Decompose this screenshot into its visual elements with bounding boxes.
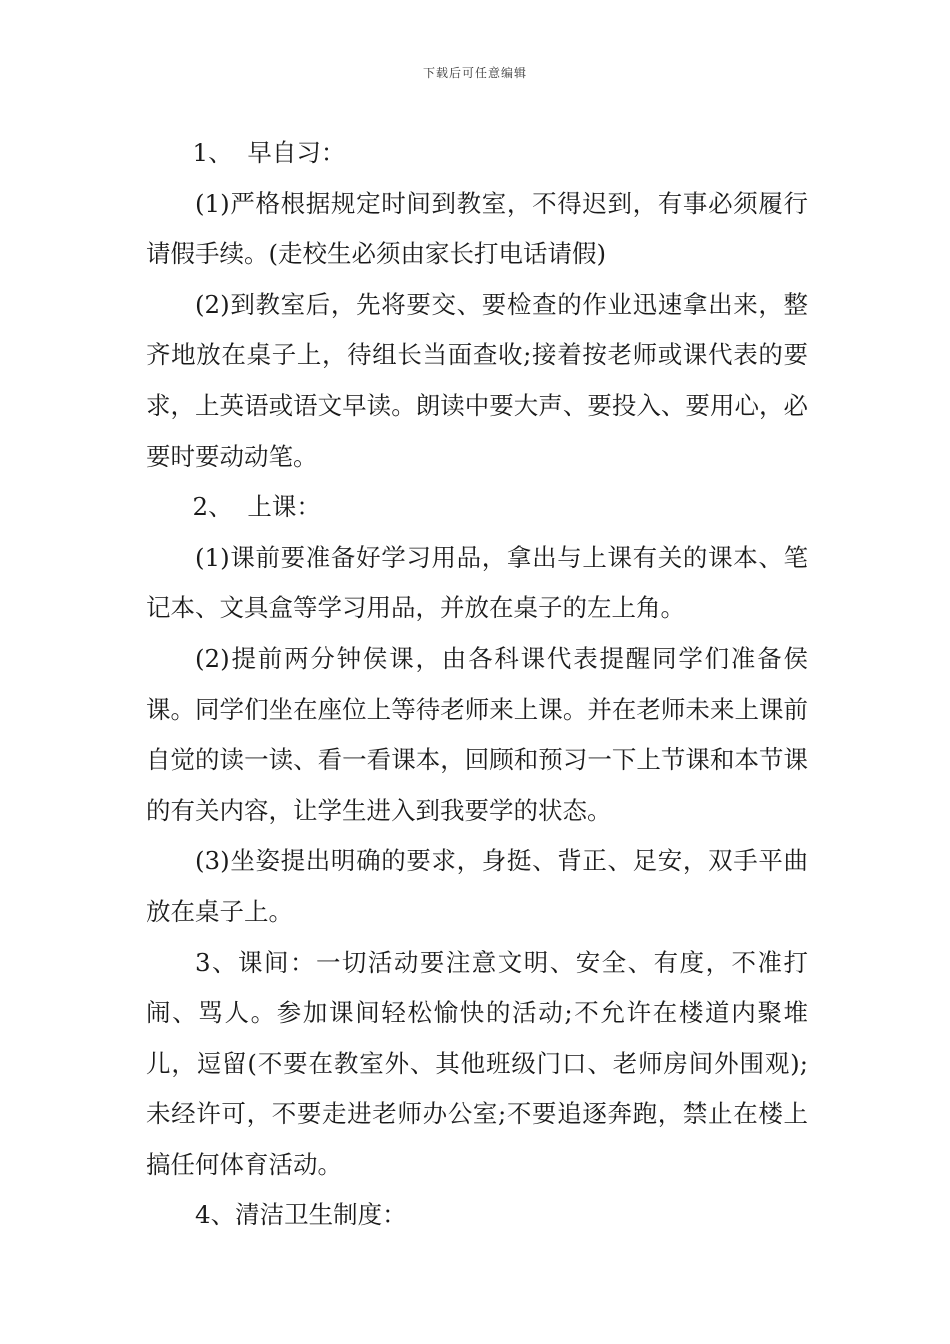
paragraph: (1)课前要准备好学习用品，拿出与上课有关的课本、笔记本、文具盒等学习用品，并放在桌子的左上角。 (146, 542, 808, 623)
section-break-time: 3、课间：一切活动要注意文明、安全、有度，不准打闹、骂人。参加课间轻松愉快的活动;不允许在楼道内聚堆儿，逗留(不要在教室外、其他班级门口、老师房间外围观);未经许可，不要走进老师办公室;不要追逐奔跑，禁止在楼上搞任何体育活动。 (146, 947, 808, 1179)
section-heading-class (146, 482, 808, 533)
paragraph: (1)严格根据规定时间到教室，不得迟到，有事必须履行请假手续。(走校生必须由家长打电话请假) (146, 188, 808, 269)
document-body (146, 128, 808, 1241)
section-title: 上课： (247, 492, 321, 522)
section-heading-cleaning: 4、清洁卫生制度： (195, 1200, 407, 1230)
section-number: 1、 (192, 138, 233, 167)
section-title: 早自习： (247, 138, 346, 167)
section-heading-early-study (146, 128, 808, 179)
paragraph: (2)到教室后，先将要交、要检查的作业迅速拿出来，整齐地放在桌子上，待组长当面查收;接着按老师或课代表的要求，上英语或语文早读。朗读中要大声、要投入、要用心，必要时要动动笔。 (146, 289, 808, 471)
paragraph: (3)坐姿提出明确的要求，身挺、背正、足安，双手平曲放在桌子上。 (146, 846, 808, 926)
paragraph: (2)提前两分钟侯课，由各科课代表提醒同学们准备侯课。同学们坐在座位上等待老师来上课。并在老师未来上课前自觉的读一读、看一看课本，回顾和预习一下上节课和本节课的有关内容，让学生进入到我要学的状态。 (146, 643, 808, 825)
section-number: 2、 (192, 492, 233, 522)
page-header: 下载后可任意编辑 (422, 66, 527, 80)
